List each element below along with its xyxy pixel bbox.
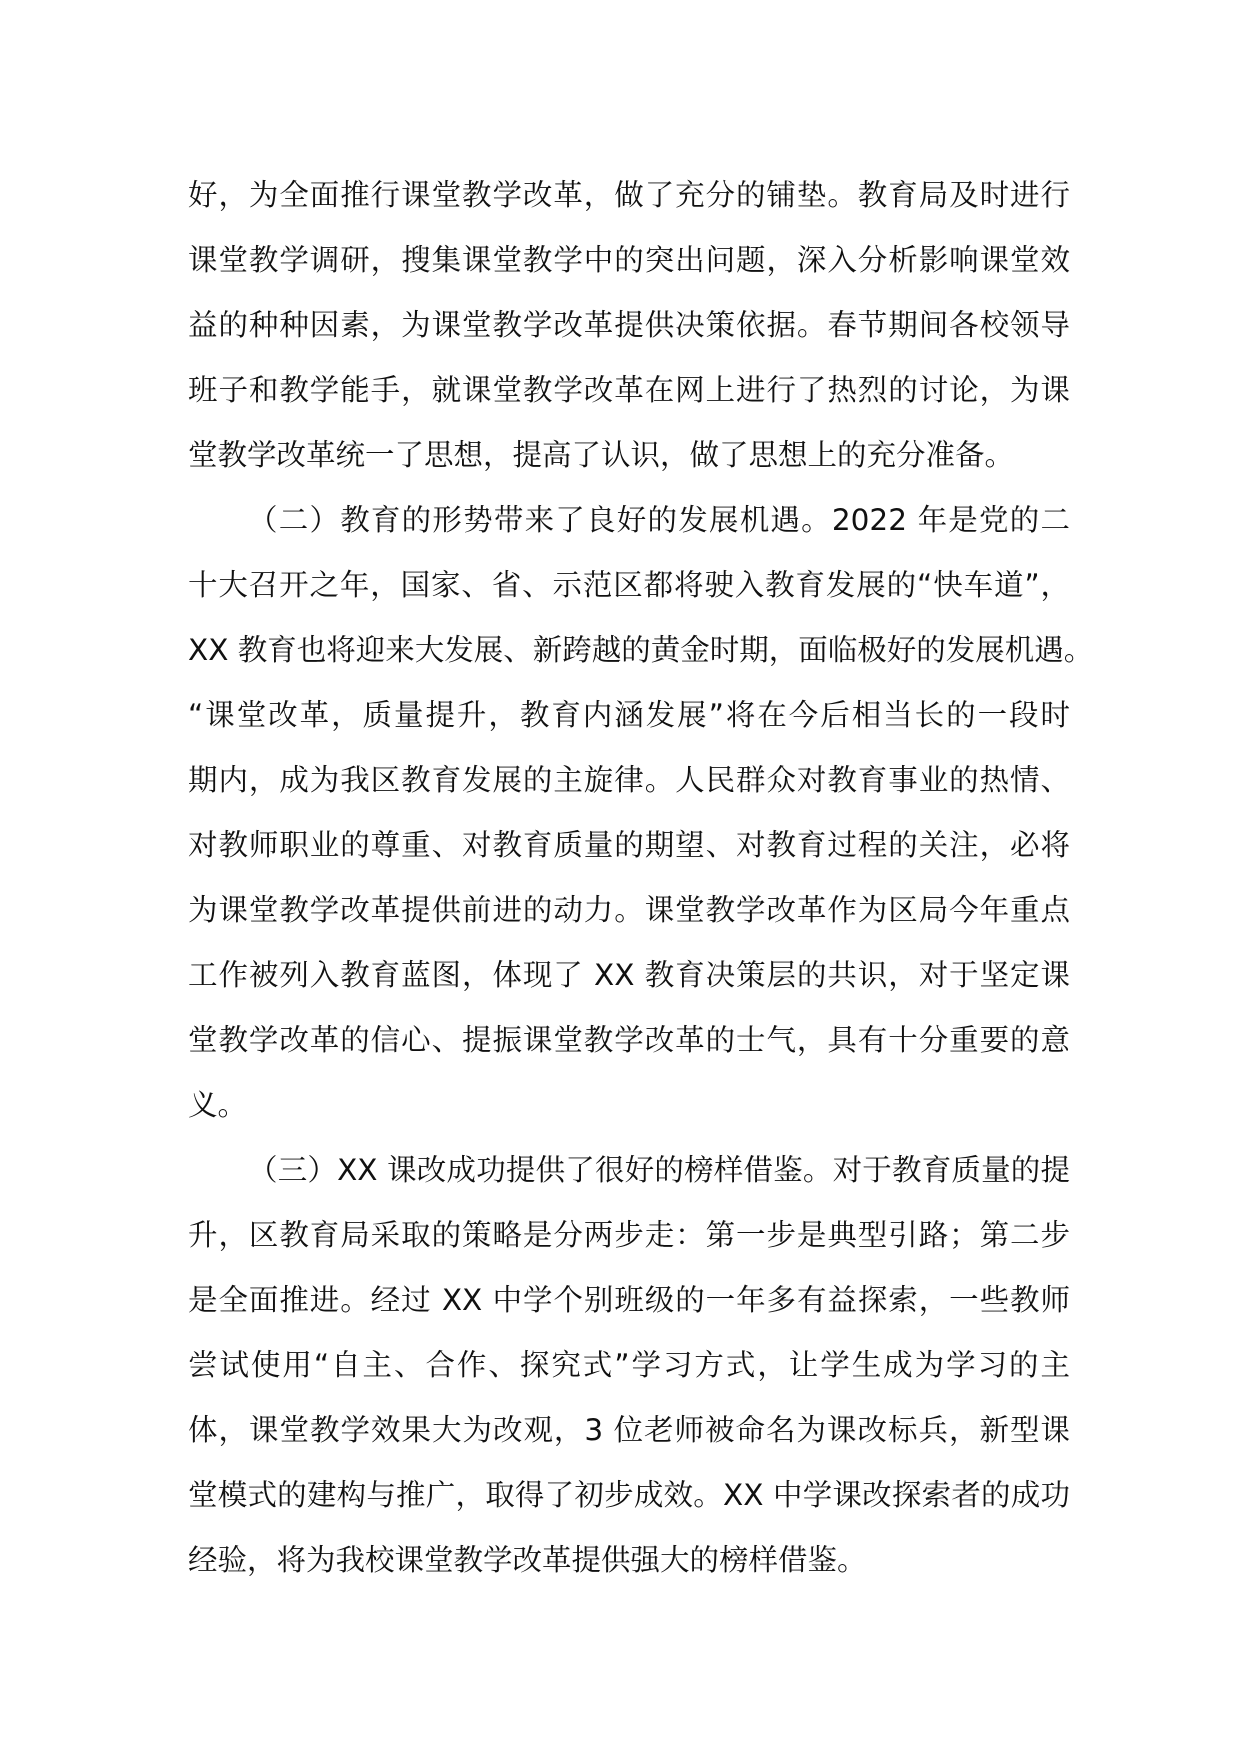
text-line: 义。 xyxy=(188,1088,248,1122)
paragraph xyxy=(188,163,1070,488)
text-line: 体，课堂教学效果大为改观，3 位老师被命名为课改标兵，新型课 xyxy=(188,1413,1070,1447)
text-line: 堂教学改革统一了思想，提高了认识，做了思想上的充分准备。 xyxy=(188,438,1015,472)
text-line: 工作被列入教育蓝图，体现了 XX 教育决策层的共识，对于坚定课 xyxy=(188,958,1070,992)
text-line: 益的种种因素，为课堂教学改革提供决策依据。春节期间各校领导 xyxy=(188,308,1070,342)
text-line: 堂模式的建构与推广，取得了初步成效。XX 中学课改探索者的成功 xyxy=(188,1478,1070,1512)
text-line: （三）XX 课改成功提供了很好的榜样借鉴。对于教育质量的提 xyxy=(248,1153,1070,1187)
body-text xyxy=(188,163,1094,1593)
text-line: 为课堂教学改革提供前进的动力。课堂教学改革作为区局今年重点 xyxy=(188,893,1070,927)
text-line: XX 教育也将迎来大发展、新跨越的黄金时期，面临极好的发展机遇。 xyxy=(188,633,1094,667)
text-line: “课堂改革，质量提升，教育内涵发展”将在今后相当长的一段时 xyxy=(188,698,1070,732)
paragraph xyxy=(188,488,1094,1138)
text-line: 好，为全面推行课堂教学改革，做了充分的铺垫。教育局及时进行 xyxy=(188,178,1070,212)
text-line: （二）教育的形势带来了良好的发展机遇。2022 年是党的二 xyxy=(248,503,1070,537)
paragraph xyxy=(188,1138,1070,1593)
text-line: 期内，成为我区教育发展的主旋律。人民群众对教育事业的热情、 xyxy=(188,763,1070,797)
text-line: 十大召开之年，国家、省、示范区都将驶入教育发展的“快车道”， xyxy=(188,568,1070,602)
text-line: 课堂教学调研，搜集课堂教学中的突出问题，深入分析影响课堂效 xyxy=(188,243,1070,277)
text-line: 升，区教育局采取的策略是分两步走：第一步是典型引路；第二步 xyxy=(188,1218,1070,1252)
text-line: 对教师职业的尊重、对教育质量的期望、对教育过程的关注，必将 xyxy=(188,828,1070,862)
text-line: 是全面推进。经过 XX 中学个别班级的一年多有益探索，一些教师 xyxy=(188,1283,1070,1317)
text-line: 班子和教学能手，就课堂教学改革在网上进行了热烈的讨论，为课 xyxy=(188,373,1070,407)
document-page xyxy=(188,163,1094,1593)
text-line: 经验，将为我校课堂教学改革提供强大的榜样借鉴。 xyxy=(188,1543,867,1577)
text-line: 堂教学改革的信心、提振课堂教学改革的士气，具有十分重要的意 xyxy=(188,1023,1070,1057)
text-line: 尝试使用“自主、合作、探究式”学习方式，让学生成为学习的主 xyxy=(188,1348,1070,1382)
